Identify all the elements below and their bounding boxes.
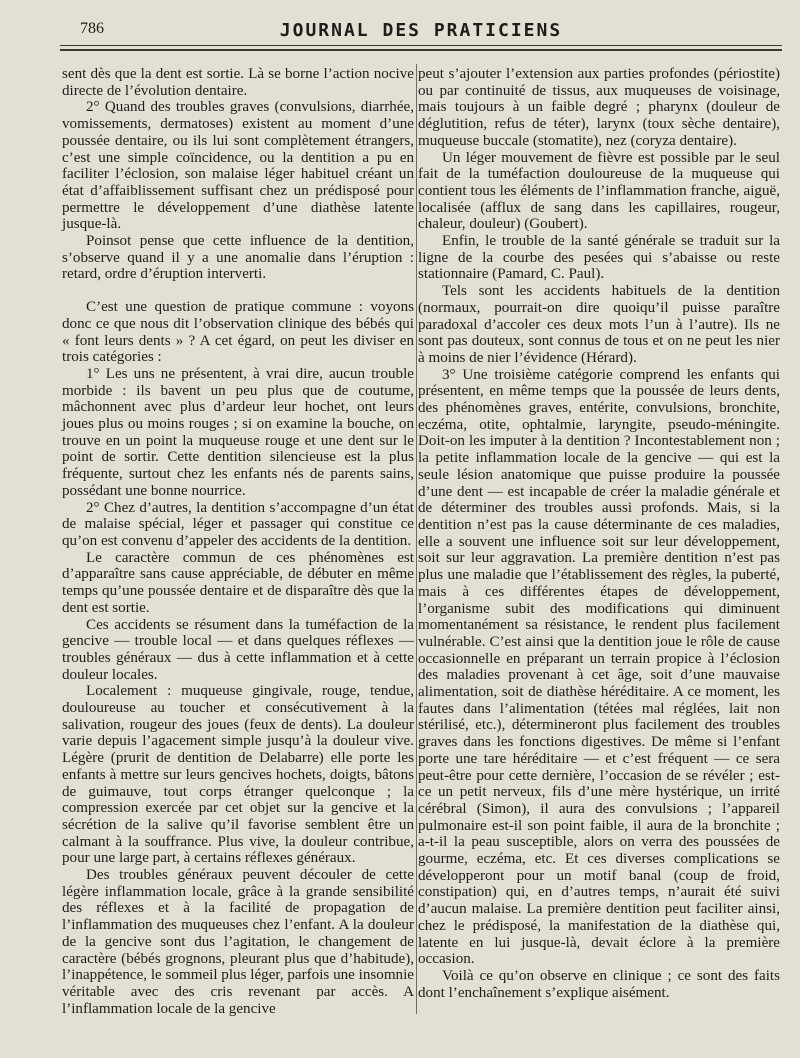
journal-title: JOURNAL DES PRATICIENS [279,20,563,41]
left-column [62,66,414,1017]
paragraph: Des troubles généraux peuvent découler de cette légère inflammation locale, grâce à la grande sensibilité des réflexes et à la facilité de propagation de l’inflammation des muqueuses chez l’enfant. A la douleur de la gencive sont dus l’agitation, le changement de caractère (bébés grognons, pleurant plus que d’habitude), l’inappétence, le sommeil plus léger, parfois une insomnie véritable avec des cris revenant par accès. A l’inflammation locale de la gencive [62,867,414,1017]
right-column [418,66,780,1001]
paragraph: 2° Quand des troubles graves (convulsions, diarrhée, vomissements, dermatoses) existent au moment d’une poussée dentaire, ou ils lui sont complètement étrangers, c’est une simple coïncidence, ou la dentition a pu en faciliter l’éclosion, son malaise léger habituel créant un état d’affaiblissement suffisant chez un prédisposé pour permettre le développement d’une diathèse latente jusque-là. [62,99,414,233]
paragraph: C’est une question de pratique commune : voyons donc ce que nous dit l’observation clinique des bébés qui « font leurs dents » ? A cet égard, on peut les diviser en trois catégories : [62,299,414,366]
header-rule [60,45,782,46]
column-divider [416,64,417,1014]
paragraph: Le caractère commun de ces phénomènes est d’apparaître sans cause appréciable, de débuter en même temps qu’une poussée dentaire et de disparaître dès que la dent est sortie. [62,549,414,616]
paragraph: 2° Chez d’autres, la dentition s’accompagne d’un état de malaise spécial, léger et passager qui constitue ce qu’on est convenu d’appeler des accidents de la dentition. [62,499,414,549]
paragraph: Tels sont les accidents habituels de la dentition (normaux, pourrait-on dire quoiqu’il puisse paraître paradoxal d’accoler ces deux mots l’un à l’autre). Ils ne sont pas douteux, sont connus de tous et on ne peut les nier à moins de nier l’évidence (Hérard). [418,283,780,366]
paragraph: sent dès que la dent est sortie. Là se borne l’action nocive directe de l’évolution dentaire. [62,66,414,99]
paragraph: Voilà ce qu’on observe en clinique ; ce sont des faits dont l’enchaînement s’explique aisément. [418,967,780,1001]
page-number: 786 [80,20,104,37]
paragraph: 3° Une troisième catégorie comprend les enfants qui présentent, en même temps que la poussée de leurs dents, des phénomènes graves, entérite, convulsions, bronchite, eczéma, otite, ophtalmie, laryngite, pseudo-méningite. Doit-on les imputer à la dentition ? Incontestablement non ; la petite inflammation locale de la gencive — qui est la seule lésion anatomique que puisse produire la poussée d’une dent — est incapable de créer la maladie générale et de déterminer des troubles aussi profonds. Mais, si la dentition n’est pas la cause déterminante de ces maladies, elle a souvent une influence soit sur leur développement, soit sur leur aggravation. La première dentition n’est pas plus une maladie que l’établissement des règles, la puberté, mais à ces différentes étapes de développement, l’organisme subit des modifications qui diminuent momentanément sa résistance, le rendent plus facilement vulnérable. C’est ainsi que la dentition joue le rôle de cause occasionnelle en préparant un terrain propice à l’éclosion des maladies provenant à cet âge, soit d’une mauvaise alimentation, soit de diathèse héréditaire. A ce moment, les fautes dans l’alimentation (tétées mal réglées, lait non stérilisé, etc.), détermineront plus facilement des troubles graves dans les fonctions digestives. De même si l’enfant porte une tare héréditaire — et c’est fréquent — ce sera peut-être pour cette dernière, l’occasion de se révéler ; est-ce un petit nerveux, fils d’une mère hystérique, un irrité cérébral (Simon), il aura des convulsions ; l’appareil pulmonaire est-il son point faible, il aura de la bronchite ; a-t-il la peau susceptible, alors on verra des poussées de gourme, eczéma, etc. Et ces diverses complications se développeront pour un motif banal (coup de froid, constipation) qui, en d’autres temps, n’aurait été suivi d’aucun malaise. La première dentition peut faciliter ainsi, chez le prédisposé, la manifestation de la diathèse qui, latente en lui jusque-là, devait éclore à la première occasion. [418,366,780,968]
header-rule-thick [60,49,782,51]
paragraph: Enfin, le trouble de la santé générale se traduit sur la ligne de la courbe des pesées qui s’abaisse ou reste stationnaire (Pamard, C. Paul). [418,233,780,283]
paragraph: Un léger mouvement de fièvre est possible par le seul fait de la tuméfaction douloureuse de la muqueuse qui contient tous les éléments de l’inflammation franche, aiguë, localisée (afflux de sang dans les capillaires, rougeur, chaleur, douleur) (Goubert). [418,149,780,233]
paragraph: 1° Les uns ne présentent, à vrai dire, aucun trouble morbide : ils bavent un peu plus que de coutume, mâchonnent avec plus d’ardeur leur hochet, ont leurs joues plus ou moins rouges ; si on examine la bouche, on trouve en un point la muqueuse rouge et une dent sur le point de sortir. Cette dentition silencieuse est la plus fréquente, surtout chez les enfants nés de parents sains, possédant une bonne nourrice. [62,365,414,499]
paragraph: peut s’ajouter l’extension aux parties profondes (périostite) ou par continuité de tissus, aux muqueuses de voisinage, mais toujours à un faible degré ; pharynx (douleur de déglutition, refus de téter), larynx (toux sèche dentaire), muqueuse buccale (stomatite), nez (coryza dentaire). [418,66,780,149]
paragraph: Poinsot pense que cette influence de la dentition, s’observe quand il y a une anomalie dans l’éruption : retard, ordre d’éruption interverti. [62,233,414,283]
page-header [60,18,782,44]
paragraph: Ces accidents se résument dans la tuméfaction de la gencive — trouble local — et dans quelques réflexes — troubles généraux — dus à cette inflammation et à cette douleur locales. [62,616,414,683]
paragraph: Localement : muqueuse gingivale, rouge, tendue, douloureuse au toucher et consécutivement à la salivation, rougeur des joues (feux de dents). La douleur varie depuis l’agacement simple jusqu’à la douleur vive. Légère (prurit de dentition de Delabarre) elle porte les enfants à mettre sur leurs gencives hochets, doigts, bâtons de guimauve, tout corps étranger quelconque ; la compression exercée par cet objet sur la gencive et la sécrétion de la salive qu’il favorise semblent être un calmant à la souffrance. Plus vive, la douleur contribue, pour une large part, à certains réflexes généraux. [62,683,414,867]
